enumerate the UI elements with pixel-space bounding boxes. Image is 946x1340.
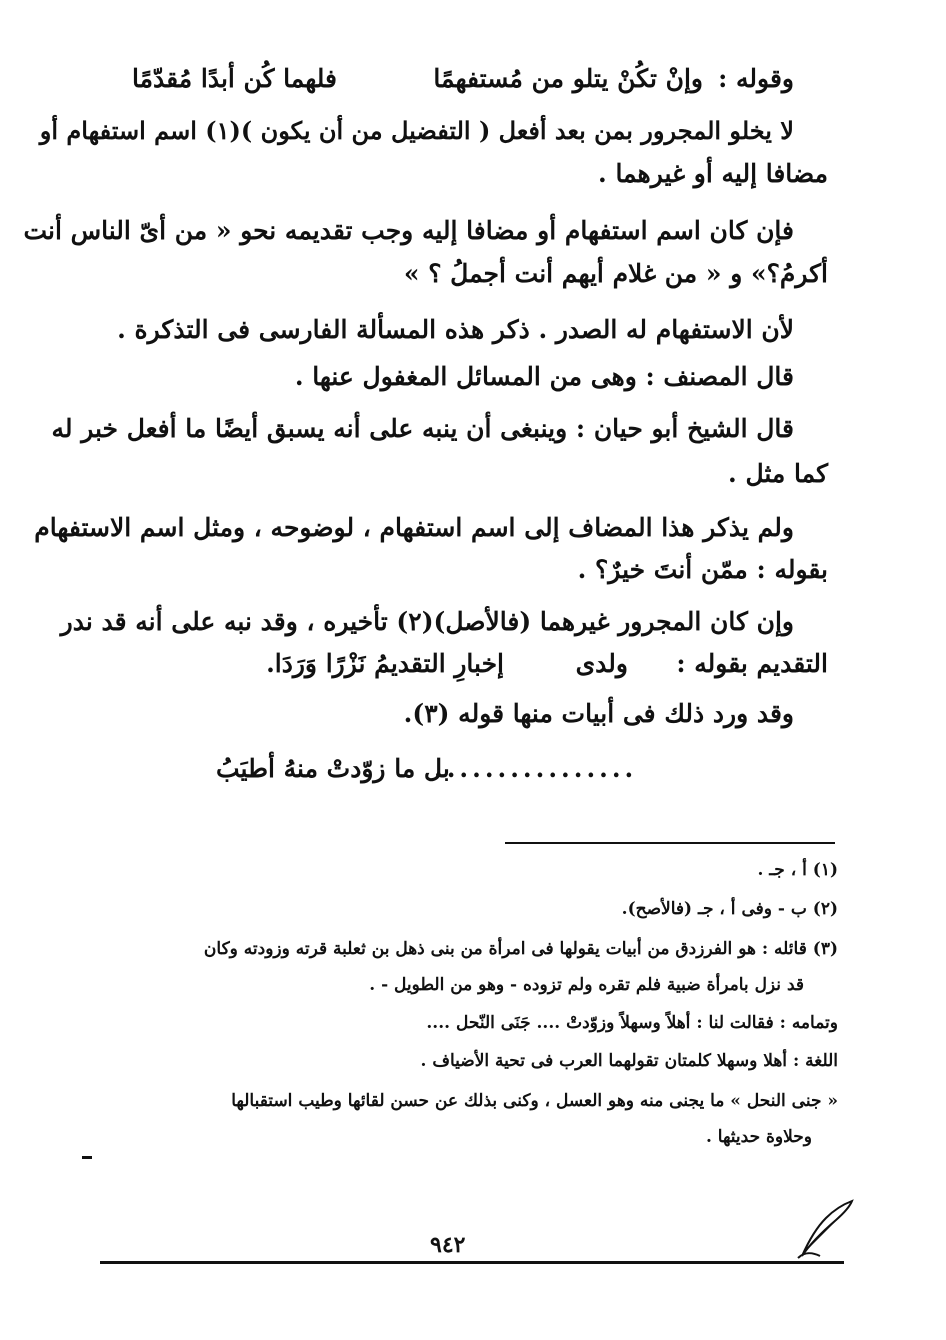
body-line: بقوله : ممّن أنتَ خيرٌ؟ .: [577, 555, 828, 584]
footnote-3-line: (٣) قائله : هو الفرزدق من أبيات يقولها فى امرأة من بنى ذهل بن ثعلبة قرته وزودته وكان: [203, 939, 838, 959]
verse-hemistich: إخبارِ التقديمُ نَزْرًا وَرَدَا.: [266, 649, 504, 678]
footnote-3-line: « جنى النحل » ما يجنى منه وهو العسل ، وكنى بذلك عن حسن لقائها وطيب استقبالها: [231, 1091, 838, 1111]
body-line: كما مثل .: [728, 459, 828, 488]
ellipsis-dots: ................: [434, 754, 638, 783]
footnote-2: (٢) ب - وفى أ ، جـ (فالأصح).: [621, 899, 838, 919]
body-line-start: التقديم بقوله :: [676, 649, 828, 678]
body-line: قال الشيخ أبو حيان : وينبغى أن ينبه على أنه يسبق أيضًا ما أفعل خبر له: [51, 414, 794, 443]
footnote-3-line: وحلاوة حديثها .: [705, 1127, 812, 1147]
footnote-1: (١) أ ، جـ .: [757, 860, 838, 880]
footnote-3-line: وتمامه : فقالت لنا : أهلاً وسهلاً وزوّدتْ .... جَنَى النّحل ....: [426, 1013, 838, 1033]
footnote-3-line: قد نزل بامرأة ضبية فلم تقره ولم تزوده - وهو من الطويل - .: [369, 975, 804, 995]
body-line: لا يخلو المجرور بمن بعد أفعل ( التفضيل من أن يكون )(١) اسم استفهام أو: [39, 116, 794, 145]
margin-mark: [82, 1156, 92, 1159]
verse-word: ولدى: [575, 649, 628, 678]
body-line: لأن الاستفهام له الصدر . ذكر هذه المسألة الفارسى فى التذكرة .: [117, 315, 794, 344]
body-line: فإن كان اسم استفهام أو مضافا إليه وجب تقديمه نحو « من أىّ الناس أنت: [23, 216, 794, 245]
body-line: ولم يذكر هذا المضاف إلى اسم استفهام ، لوضوحه ، ومثل اسم الاستفهام: [34, 513, 794, 542]
verse-fragment: بل ما زوّدتْ منهُ أطيَبُ: [216, 754, 450, 783]
verse-second-half: فلهما كُن أبدًا مُقدّمًا: [132, 64, 338, 93]
body-line: وإن كان المجرور غيرهما (فالأصل)(٢) تأخيره ، وقد نبه على أنه قد ندر: [60, 607, 794, 636]
body-line: قال المصنف : وهى من المسائل المغفول عنها .: [294, 362, 794, 391]
verse-first-half: وإنْ تكُنْ يتلو من مُستفهمًا: [433, 64, 703, 93]
body-line: مضافا إليه أو غيرهما .: [598, 159, 828, 188]
bottom-rule: [100, 1261, 844, 1264]
body-line: وقد ورد ذلك فى أبيات منها قوله (٣).: [403, 699, 794, 728]
footnote-separator: [505, 842, 835, 844]
body-line: أكرمُ؟» و « من غلام أيهم أنت أجملُ ؟ »: [403, 259, 828, 288]
footnote-3-line: اللغة : أهلا وسهلا كلمتان تقولهما العرب فى تحية الأضياف .: [420, 1051, 838, 1071]
page-number: ٩٤٢: [430, 1232, 466, 1258]
verse-prefix: وقوله :: [718, 64, 794, 93]
feather-ornament-icon: [796, 1198, 856, 1260]
